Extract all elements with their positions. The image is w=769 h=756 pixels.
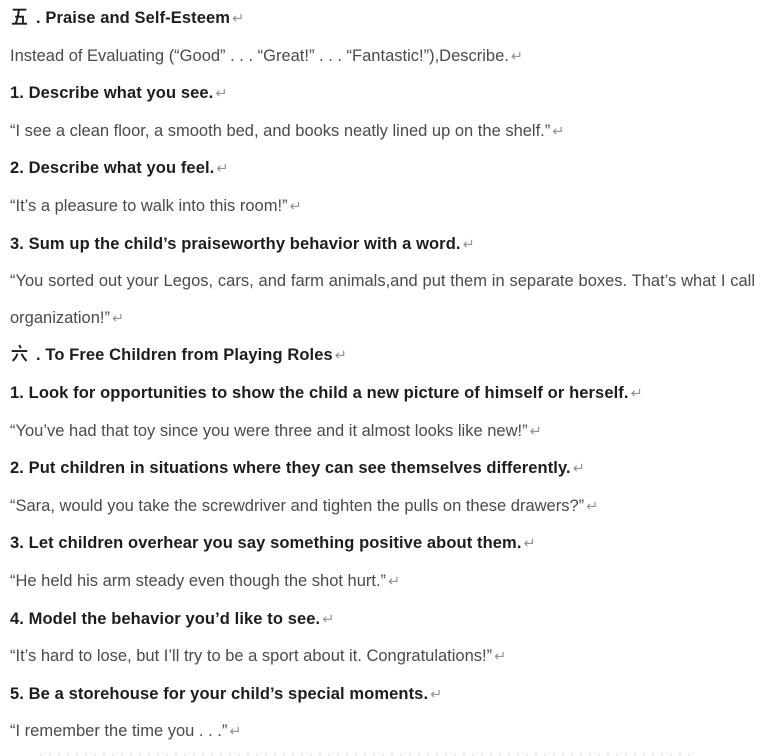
section-heading: [10, 0, 755, 38]
quote-text: “I see a clean floor, a smooth bed, and books neatly lined up on the shelf.”: [10, 121, 551, 140]
chinese-numeral-six-icon: [10, 337, 29, 374]
paragraph-mark-icon: ↵: [216, 161, 229, 178]
quote-text: “It’s a pleasure to walk into this room!”: [10, 196, 288, 215]
section-heading-text: . To Free Children from Playing Roles: [36, 346, 333, 365]
quote-paragraph: [10, 413, 755, 451]
paragraph-mark-icon: ↵: [334, 348, 348, 365]
paragraph-mark-icon: ↵: [494, 649, 507, 666]
paragraph-mark-icon: ↵: [510, 48, 523, 65]
paragraph-mark-icon: ↵: [111, 310, 125, 327]
step-heading: [10, 450, 755, 488]
quote-paragraph: [10, 488, 755, 526]
step-heading: [10, 601, 755, 639]
paragraph-mark-icon: ↵: [630, 385, 643, 402]
quote-text: “I remember the time you . . .”: [10, 722, 228, 741]
chinese-numeral-five-icon: [10, 0, 29, 37]
paragraph-mark-icon: ↵: [388, 573, 401, 590]
paragraph-mark-icon: ↵: [232, 11, 245, 27]
intro-paragraph: [10, 38, 755, 76]
quote-text: “He held his arm steady even though the shot hurt.”: [10, 571, 387, 590]
paragraph-mark-icon: ↵: [529, 423, 542, 440]
section-heading: [10, 337, 755, 375]
paragraph-mark-icon: ↵: [572, 461, 585, 478]
step-heading: [10, 150, 755, 188]
quote-text: “Sara, would you take the screwdriver and tighten the pulls on these drawers?”: [10, 496, 585, 515]
step-heading-text: 5. Be a storehouse for your child’s special moments.: [10, 684, 429, 703]
paragraph-mark-icon: ↵: [289, 198, 302, 215]
step-heading: [10, 375, 755, 413]
quote-text: “You sorted out your Legos, cars, and farm animals,and put them in separate boxes. That’s what I call organization!”: [10, 272, 755, 327]
paragraph-mark-icon: ↵: [462, 236, 475, 253]
step-heading-text: 2. Put children in situations where they can see themselves differently.: [10, 459, 571, 478]
section-heading-text: . Praise and Self-Esteem: [36, 9, 231, 27]
step-heading-text: 2. Describe what you feel.: [10, 159, 215, 178]
step-heading: [10, 525, 755, 563]
step-heading: [10, 676, 755, 714]
quote-paragraph: [10, 713, 755, 751]
step-heading-text: 1. Describe what you see.: [10, 84, 214, 103]
paragraph-mark-icon: ↵: [586, 498, 599, 515]
clipped-next-line-remnant: [40, 753, 695, 756]
quote-paragraph: [10, 563, 755, 601]
quote-text: “You’ve had that toy since you were three and it almost looks like new!”: [10, 421, 528, 440]
paragraph-mark-icon: ↵: [215, 86, 228, 103]
quote-paragraph: [10, 113, 755, 151]
quote-text: “It’s hard to lose, but I’ll try to be a sport about it. Congratulations!”: [10, 647, 493, 666]
quote-paragraph: [10, 263, 755, 337]
step-heading-text: 3. Sum up the child’s praiseworthy behavior with a word.: [10, 234, 461, 253]
paragraph-mark-icon: ↵: [322, 611, 335, 628]
step-heading: [10, 75, 755, 113]
step-heading: [10, 226, 755, 264]
intro-text: Instead of Evaluating (“Good” . . . “Great!” . . . “Fantastic!”),Describe.: [10, 46, 509, 65]
quote-paragraph: [10, 188, 755, 226]
paragraph-mark-icon: ↵: [523, 536, 536, 553]
step-heading-text: 3. Let children overhear you say something positive about them.: [10, 534, 522, 553]
paragraph-mark-icon: ↵: [552, 123, 565, 140]
paragraph-mark-icon: ↵: [229, 724, 242, 741]
step-heading-text: 4. Model the behavior you’d like to see.: [10, 609, 321, 628]
paragraph-mark-icon: ↵: [430, 686, 443, 703]
quote-paragraph: [10, 638, 755, 676]
step-heading-text: 1. Look for opportunities to show the child a new picture of himself or herself.: [10, 383, 629, 402]
